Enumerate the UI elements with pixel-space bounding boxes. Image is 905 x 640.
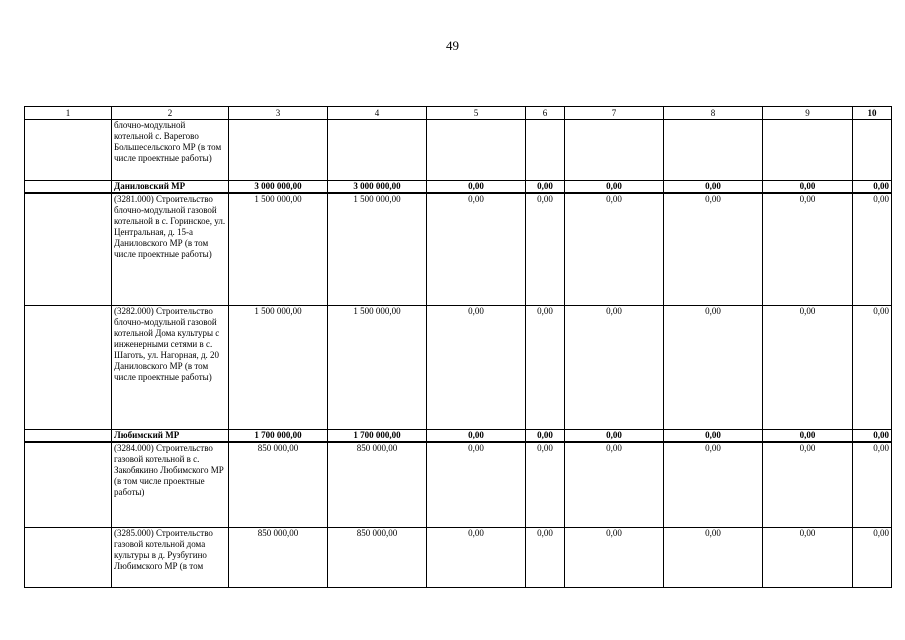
cell-value: 0,00 [427, 193, 526, 305]
cell-value: 0,00 [526, 193, 565, 305]
cell-value: 1 700 000,00 [229, 429, 328, 442]
cell-value: 0,00 [565, 429, 664, 442]
col-header-3: 3 [229, 107, 328, 120]
cell-value [328, 120, 427, 181]
cell-value [763, 120, 853, 181]
cell-value: 0,00 [763, 193, 853, 305]
cell-value: 0,00 [853, 442, 892, 528]
cell-value: 0,00 [565, 193, 664, 305]
cell-value: 1 500 000,00 [229, 193, 328, 305]
cell-value: 0,00 [853, 193, 892, 305]
cell-value: 0,00 [853, 181, 892, 194]
table-row [25, 442, 892, 528]
cell-value: 0,00 [853, 429, 892, 442]
cell-value: 0,00 [526, 528, 565, 588]
cell-value [565, 120, 664, 181]
page-number: 49 [446, 38, 459, 53]
col-header-2: 2 [112, 107, 229, 120]
cell-value: 0,00 [427, 528, 526, 588]
cell-value: 850 000,00 [229, 528, 328, 588]
cell-value: 0,00 [565, 181, 664, 194]
cell-value: 0,00 [664, 528, 763, 588]
cell-value: 0,00 [664, 442, 763, 528]
cell-value: 0,00 [565, 442, 664, 528]
col-header-7: 7 [565, 107, 664, 120]
col-header-10: 10 [853, 107, 892, 120]
col-header-4: 4 [328, 107, 427, 120]
cell-value [427, 120, 526, 181]
cell-value: 0,00 [427, 442, 526, 528]
cell-value: 0,00 [427, 305, 526, 429]
col-header-6: 6 [526, 107, 565, 120]
cell-col1 [25, 305, 112, 429]
cell-col1 [25, 429, 112, 442]
col-header-5: 5 [427, 107, 526, 120]
cell-value: 0,00 [526, 305, 565, 429]
cell-value: 0,00 [763, 181, 853, 194]
row-name: Любимский МР [112, 429, 229, 442]
cell-value: 0,00 [427, 181, 526, 194]
cell-value: 0,00 [664, 429, 763, 442]
cell-value [853, 120, 892, 181]
table-row [25, 305, 892, 429]
cell-value: 1 500 000,00 [328, 193, 427, 305]
table-row [25, 528, 892, 588]
budget-table [24, 106, 892, 588]
cell-value: 0,00 [853, 305, 892, 429]
cell-value: 0,00 [427, 429, 526, 442]
col-header-9: 9 [763, 107, 853, 120]
row-name: (3281.000) Строительство блочно-модульной газовой котельной в с. Горинское, ул. Центральная, д. 15-а Даниловского МР (в том числе проектные работы) [112, 193, 229, 305]
cell-value: 0,00 [664, 193, 763, 305]
cell-value: 0,00 [763, 429, 853, 442]
cell-col1 [25, 120, 112, 181]
cell-value: 3 000 000,00 [328, 181, 427, 194]
cell-value: 0,00 [526, 429, 565, 442]
cell-col1 [25, 181, 112, 194]
cell-value: 0,00 [664, 305, 763, 429]
cell-value: 850 000,00 [328, 442, 427, 528]
summary-row [25, 429, 892, 442]
cell-value: 0,00 [853, 528, 892, 588]
table-row [25, 120, 892, 181]
row-name: (3285.000) Строительство газовой котельной дома культуры в д. Рузбугино Любимского МР (в том [112, 528, 229, 588]
cell-value: 850 000,00 [328, 528, 427, 588]
cell-value: 0,00 [565, 305, 664, 429]
cell-value [526, 120, 565, 181]
row-name: (3282.000) Строительство блочно-модульной газовой котельной Дома культуры с инженерными сетями в с. Шаготь, ул. Нагорная, д. 20 Даниловского МР (в том числе проектные работы) [112, 305, 229, 429]
header-row [25, 107, 892, 120]
cell-value: 1 700 000,00 [328, 429, 427, 442]
row-name: Даниловский МР [112, 181, 229, 194]
row-name: блочно-модульной котельной с. Варегово Большесельского МР (в том числе проектные работы) [112, 120, 229, 181]
cell-value: 0,00 [526, 181, 565, 194]
cell-value: 0,00 [763, 305, 853, 429]
cell-value: 3 000 000,00 [229, 181, 328, 194]
cell-value: 1 500 000,00 [328, 305, 427, 429]
table-row [25, 193, 892, 305]
row-name: (3284.000) Строительство газовой котельной в с. Закобякино Любимского МР (в том числе проектные работы) [112, 442, 229, 528]
cell-col1 [25, 193, 112, 305]
cell-value: 850 000,00 [229, 442, 328, 528]
summary-row [25, 181, 892, 194]
cell-value: 0,00 [526, 442, 565, 528]
cell-value: 0,00 [565, 528, 664, 588]
col-header-8: 8 [664, 107, 763, 120]
cell-col1 [25, 528, 112, 588]
cell-col1 [25, 442, 112, 528]
col-header-1: 1 [25, 107, 112, 120]
cell-value [229, 120, 328, 181]
cell-value: 0,00 [664, 181, 763, 194]
cell-value: 0,00 [763, 528, 853, 588]
cell-value [664, 120, 763, 181]
cell-value: 0,00 [763, 442, 853, 528]
cell-value: 1 500 000,00 [229, 305, 328, 429]
